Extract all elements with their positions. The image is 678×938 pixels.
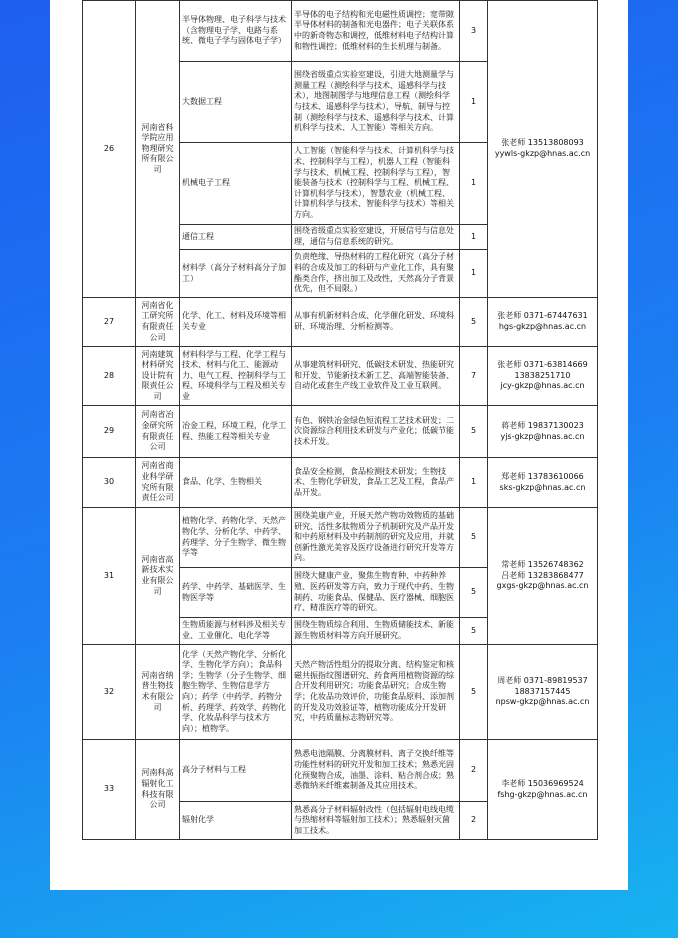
direction-cell: 熟悉电池隔膜、分离膜材料、离子交换纤维等功能性材料的研究开发和加工技术；熟悉光固化预聚物合成，油墨、涂料、粘合剂合成；熟悉微纳米纤维素制备及其应用技术。: [292, 740, 460, 802]
count-cell: 5: [460, 508, 488, 568]
direction-cell: 负责绝缘、导热材料的工程化研究（高分子材料的合成及加工的科研与产业化工作，具有聚酯类合作，挤出加工及改性，天然高分子背景优先，但不局限。）: [292, 250, 460, 298]
direction-cell: 从事建筑材料研究、低碳技术研发、热能研究和开发、节能新技术新工艺、高端智能装备、自动化或套生产线工业软件及工业互联网。: [292, 347, 460, 406]
unit-name: 河南省纳普生物技术有限公司: [136, 645, 180, 740]
unit-name: 河南省科学院应用物理研究所有限公司: [136, 1, 180, 298]
major-cell: 食品、化学、生物相关: [180, 458, 292, 508]
major-cell: 植物化学、药物化学、天然产物化学、分析化学、中药学、药理学、分子生物学、微生物学等: [180, 508, 292, 568]
count-cell: 1: [460, 225, 488, 250]
direction-cell: 围绕省级重点实验室建设，开展信号与信息处理，通信与信息系统的研究。: [292, 225, 460, 250]
row-number: 31: [83, 508, 136, 645]
major-cell: 化学（天然产物化学、分析化学、生物化学方向）；食品科学；生物学（分子生物学、细胞生物学、生物信息学方向）；药学（中药学、药物分析、药理学、药效学、药物化学、化妆品科学与技术方向）；植物学。: [180, 645, 292, 740]
unit-name: 河南省冶金研究所有限责任公司: [136, 406, 180, 458]
contact-cell: [488, 298, 598, 347]
contact-email: fshg-gkzp@hnas.ac.cn: [497, 789, 588, 799]
contact-cell: [488, 347, 598, 406]
unit-name: 河南省商业科学研究所有限责任公司: [136, 458, 180, 508]
count-cell: 2: [460, 802, 488, 840]
major-cell: 生物质能源与材料涉及相关专业、工业催化、电化学等: [180, 618, 292, 645]
count-cell: 5: [460, 298, 488, 347]
major-cell: 高分子材料与工程: [180, 740, 292, 802]
major-cell: 冶金工程，环境工程，化学工程、热能工程等相关专业: [180, 406, 292, 458]
direction-cell: 围绕生物质综合利用、生物质储能技术、新能源生物质材料等方向开展研究。: [292, 618, 460, 645]
contact-line: 李老师 15036969524: [501, 778, 584, 788]
row-number: 27: [83, 298, 136, 347]
direction-cell: 半导体的电子结构和光电磁性质调控；宽带隙半导体材料的制备和光电器件；电子关联体系中的新奇物态和调控，低维材料电子结构计算和物性调控；低维材料的生长机理与制备。: [292, 1, 460, 62]
contact-line: 蒋老师 19837130023: [501, 420, 584, 430]
contact-email: yywls-gkzp@hnas.ac.cn: [494, 149, 591, 158]
major-cell: 辐射化学: [180, 802, 292, 840]
contact-cell: [488, 645, 598, 740]
document-page: [50, 0, 628, 890]
row-number: 33: [83, 740, 136, 840]
count-cell: 1: [460, 62, 488, 143]
count-cell: 5: [460, 645, 488, 740]
count-cell: 1: [460, 458, 488, 508]
contact-line: 张老师 13513808093: [501, 138, 584, 148]
contact-email: hgs-gkzp@hnas.ac.cn: [498, 322, 587, 331]
contact-line: 郑老师 13783610066: [501, 471, 584, 481]
row-number: 30: [83, 458, 136, 508]
recruitment-table: [82, 0, 598, 840]
major-cell: 化学、化工、材料及环境等相关专业: [180, 298, 292, 347]
contact-email: yjs-gkzp@hnas.ac.cn: [500, 431, 585, 441]
major-cell: 大数据工程: [180, 62, 292, 143]
major-cell: 材料科学与工程、化学工程与技术、材料与化工、能源动力、电气工程、控制科学与工程、环境科学与工程及相关专业: [180, 347, 292, 406]
contact-line: 常老师 13526748362: [501, 560, 584, 570]
unit-name: 河南建筑材料研究设计院有限责任公司: [136, 347, 180, 406]
contact-line: 张老师 0371-67447631: [497, 311, 588, 321]
count-cell: 1: [460, 250, 488, 298]
direction-cell: 围绕省级重点实验室建设，引进大地测量学与测量工程（测绘科学与技术、遥感科学与技术），地图制图学与地理信息工程（测绘科学与技术、遥感科学与技术），导航、制导与控制（测绘科学与技术、遥感科学与技术、计算机科学与技术、人工智能）等相关方向。: [292, 62, 460, 143]
count-cell: 1: [460, 143, 488, 225]
major-cell: 通信工程: [180, 225, 292, 250]
direction-cell: 食品安全检测，食品检测技术研发；生物技术、生物化学研发，食品工艺及工程，食品产品开发。: [292, 458, 460, 508]
count-cell: 5: [460, 618, 488, 645]
unit-name: 河南省高新技术实业有限公司: [136, 508, 180, 645]
direction-cell: 有色、钢铁冶金绿色短流程工艺技术研发；二次资源综合利用技术研发与产业化；低碳节能技术开发。: [292, 406, 460, 458]
row-number: 29: [83, 406, 136, 458]
row-number: 32: [83, 645, 136, 740]
direction-cell: 熟悉高分子材料辐射改性（包括辐射电线电缆与热缩材料等辐射加工技术）；熟悉辐射灭菌加工技术。: [292, 802, 460, 840]
direction-cell: 围绕美康产业，开展天然产物功效物质的基础研究、活性多肽物质分子机制研究及产品开发和中药原材料及中药制剂的研究及应用，并就创新性激光美容及医疗设备进行研究开发等方向。: [292, 508, 460, 568]
contact-cell: [488, 458, 598, 508]
unit-name: 河南省化工研究所有限责任公司: [136, 298, 180, 347]
contact-cell: [488, 740, 598, 840]
contact-line: 周老师 0371-89819537: [497, 676, 588, 686]
major-cell: 机械电子工程: [180, 143, 292, 225]
contact-cell: [488, 508, 598, 645]
count-cell: 5: [460, 406, 488, 458]
major-cell: 材料学（高分子材料高分子加工）: [180, 250, 292, 298]
contact-cell: [488, 1, 598, 298]
major-cell: 药学、中药学、基础医学、生物医学等: [180, 568, 292, 618]
count-cell: 7: [460, 347, 488, 406]
contact-email: sks-gkzp@hnas.ac.cn: [499, 482, 586, 492]
contact-cell: [488, 406, 598, 458]
row-number: 26: [83, 1, 136, 298]
count-cell: 5: [460, 568, 488, 618]
contact-email: jcy-gkzp@hnas.ac.cn: [500, 381, 585, 391]
direction-cell: 围绕大健康产业，聚焦生物育种、中药种养殖、医药研发等方向，致力于现代中药、生物制药、功能食品、保健品、医疗器械、细胞医疗、精准医疗等的研究。: [292, 568, 460, 618]
contact-email: npsw-gkzp@hnas.ac.cn: [495, 697, 590, 707]
major-cell: 半导体物理、电子科学与技术（含物理电子学、电路与系统、微电子学与固体电子学）: [180, 1, 292, 62]
direction-cell: 从事有机新材料合成、化学催化研发、环境科研、环境治理、分析检测等。: [292, 298, 460, 347]
count-cell: 2: [460, 740, 488, 802]
direction-cell: 人工智能（智能科学与技术、计算机科学与技术、控制科学与工程），机器人工程（智能科学与技术、机械工程、控制科学与工程），智能装备与技术（控制科学与工程、机械工程、计算机科学与技术），智慧农业（机械工程、计算机科学与技术、智能科学与技术）等相关方向。: [292, 143, 460, 225]
contact-line: 张老师 0371-63814669: [497, 360, 588, 370]
direction-cell: 天然产物活性组分的提取分离、结构鉴定和核磁共振指纹图谱研究、药食两用植物资源的综合开发利用研究；功能食品研究；合成生物学；化妆品功效评价，功能食品原料、添加剂的开发及功效验证等，植物功能成分开发研究，中药质量标志物研究等。: [292, 645, 460, 740]
unit-name: 河南科高辐射化工科技有限公司: [136, 740, 180, 840]
row-number: 28: [83, 347, 136, 406]
contact-line: 18837157445: [514, 686, 571, 696]
contact-line: 13838251710: [514, 370, 571, 380]
contact-email: gxgs-gkzp@hnas.ac.cn: [496, 581, 589, 591]
contact-line: 吕老师 13283868477: [501, 570, 584, 580]
count-cell: 3: [460, 1, 488, 62]
